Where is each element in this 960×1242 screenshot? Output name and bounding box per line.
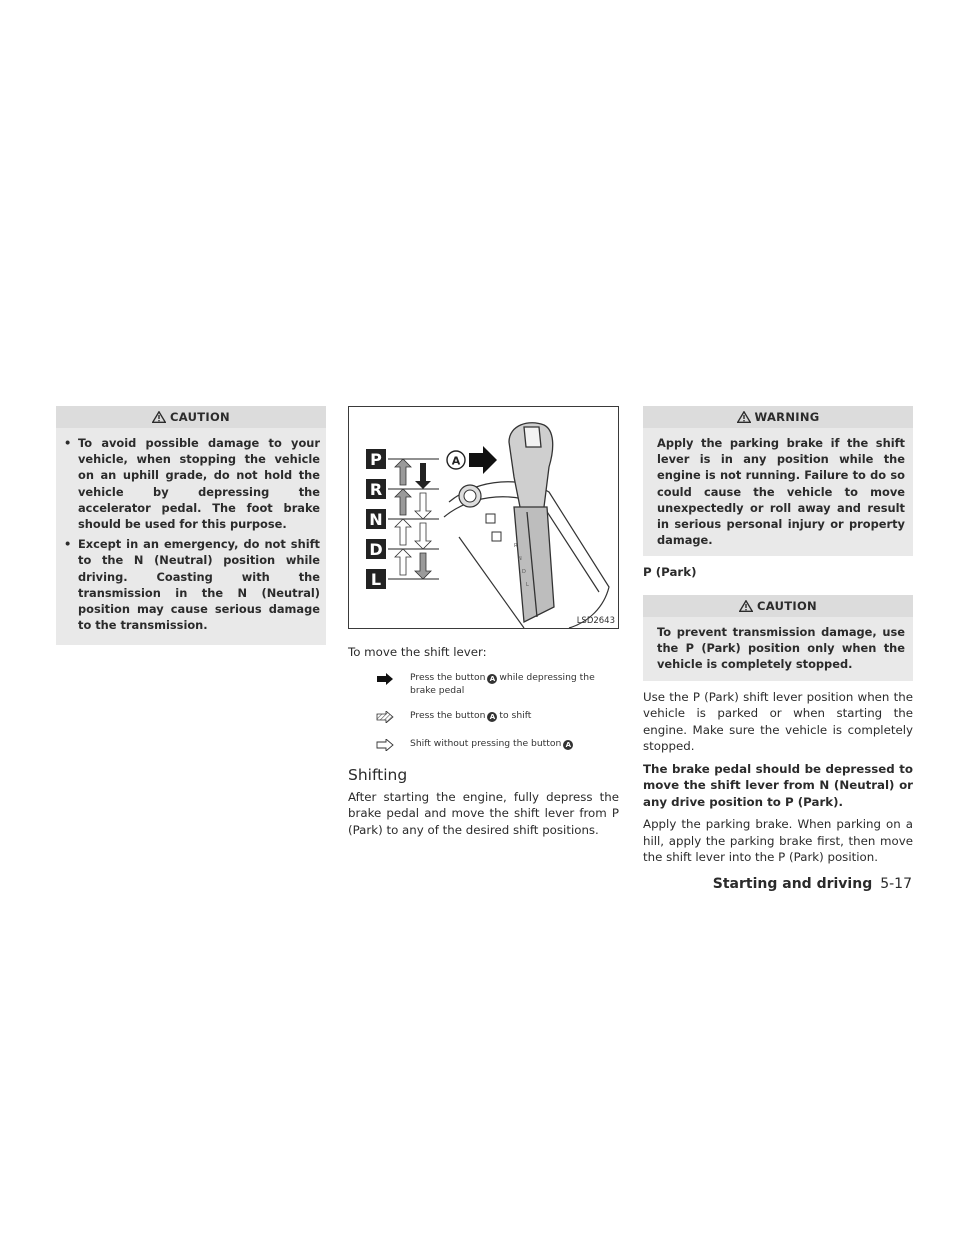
park-paragraph-1: Use the P (Park) shift lever position when the vehicle is parked or when starting the engine. Make sure the vehicle is completely stopped. bbox=[643, 689, 913, 754]
lever-illustration bbox=[509, 423, 554, 622]
caution-bullet-text: To avoid possible damage to your vehicle, when stopping the vehicle on an uphill grade, do not hold the vehicle by depressing the accelerator pedal. The foot brake should be used for this purpose. bbox=[78, 436, 320, 532]
button-a-badge: A bbox=[487, 674, 497, 684]
gear-letter-d: D bbox=[369, 540, 383, 559]
park-paragraph-3: Apply the parking brake. When parking on a hill, apply the parking brake first, then move the shift lever into the P (Park) position. bbox=[643, 817, 913, 865]
lever-mark-d: D bbox=[522, 569, 526, 575]
page-footer bbox=[713, 876, 912, 892]
warning-body bbox=[643, 428, 913, 556]
gear-letter-l: L bbox=[370, 570, 382, 589]
footer-section: Starting and driving bbox=[712, 876, 873, 892]
park-caution-header bbox=[643, 595, 913, 617]
warning-title: WARNING bbox=[754, 410, 820, 424]
legend-item bbox=[360, 709, 619, 723]
page-number: 5-17 bbox=[880, 876, 912, 892]
warning-triangle-icon bbox=[737, 411, 751, 423]
shift-lever-figure bbox=[348, 406, 619, 629]
warning-triangle-icon bbox=[739, 600, 753, 612]
warning-text: Apply the parking brake if the shift lever is in any position while the engine is not running. Failure to do so could cause the vehicle to move unexpectedly or roll away and result in serious personal injury or property damage. bbox=[657, 436, 905, 548]
gear-letter-r: R bbox=[369, 480, 383, 499]
lever-mark-r: R bbox=[514, 543, 518, 549]
callout-a-label: A bbox=[451, 454, 461, 468]
park-caution-title: CAUTION bbox=[757, 598, 817, 613]
shift-lever-illustration bbox=[349, 407, 618, 628]
button-a-badge: A bbox=[487, 712, 497, 722]
button-a-illustration bbox=[459, 485, 501, 541]
caution-body bbox=[56, 428, 326, 645]
park-paragraph-2: The brake pedal should be depressed to move the shift lever from N (Neutral) or any drive position to P (Park). bbox=[643, 761, 913, 809]
shifting-paragraph: After starting the engine, fully depress the brake pedal and move the shift lever from P (Park) to any of the desired shift positions. bbox=[348, 789, 619, 837]
gear-position-lines bbox=[388, 459, 439, 579]
legend-item bbox=[360, 671, 619, 697]
right-column bbox=[643, 406, 913, 866]
legend-intro: To move the shift lever: bbox=[348, 645, 487, 659]
left-column bbox=[56, 406, 326, 645]
figure-code: LSD2643 bbox=[576, 616, 615, 626]
legend-text: Press the button A while depressing the brake pedal bbox=[410, 671, 595, 696]
caution-bullet: • Except in an emergency, do not shift to the N (Neutral) position while driving. Coasting with the transmission in the N (Neutral) position may cause serious damage to the transmission. bbox=[64, 537, 320, 633]
lever-mark-l: L bbox=[526, 582, 529, 588]
caution-title: CAUTION bbox=[170, 410, 230, 424]
warning-triangle-icon bbox=[152, 411, 166, 423]
caution-header bbox=[56, 406, 326, 428]
warning-header bbox=[643, 406, 913, 428]
legend-item bbox=[360, 737, 619, 751]
legend-text: Press the button A to shift bbox=[410, 709, 532, 721]
middle-column bbox=[348, 406, 619, 838]
lever-mark-n: N bbox=[518, 556, 522, 562]
park-caution-text: To prevent transmission damage, use the P (Park) position only when the vehicle is completely stopped. bbox=[657, 624, 905, 672]
park-heading: P (Park) bbox=[643, 565, 697, 580]
legend-text: Shift without pressing the button A bbox=[410, 737, 575, 750]
caution-bullet-text: Except in an emergency, do not shift to the N (Neutral) position while driving. Coasting with the transmission in the N (Neutral) position may cause serious damage to the transmission. bbox=[78, 537, 320, 633]
caution-bullet: • To avoid possible damage to your vehicle, when stopping the vehicle on an uphill grade, do not hold the vehicle by depressing the accelerator pedal. The foot brake should be used for this purpose. bbox=[64, 436, 320, 532]
button-a-badge: A bbox=[563, 740, 573, 750]
gear-letter-p: P bbox=[370, 450, 382, 469]
shifting-heading: Shifting bbox=[348, 765, 408, 784]
hatched-arrow-icon bbox=[360, 709, 410, 723]
gear-letter-n: N bbox=[369, 510, 383, 529]
outline-arrow-icon bbox=[360, 737, 410, 751]
push-arrow-icon bbox=[469, 446, 497, 474]
solid-arrow-icon bbox=[360, 671, 410, 685]
park-caution-body bbox=[643, 617, 913, 681]
